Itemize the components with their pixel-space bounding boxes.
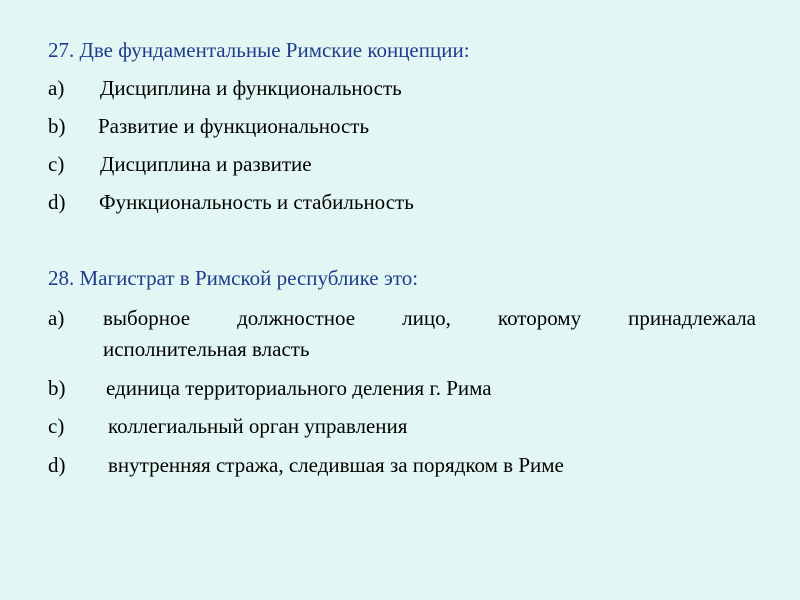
option-text: Развитие и функциональность: [98, 114, 370, 138]
option-marker: b): [48, 114, 66, 138]
question-28-option-c: [48, 414, 407, 438]
option-marker: d): [48, 453, 66, 477]
question-27-option-b: [48, 114, 369, 138]
option-marker: b): [48, 376, 66, 400]
question-28-option-a-marker: a): [48, 306, 65, 330]
question-28-option-d: [48, 453, 564, 477]
option-text: единица территориального деления г. Рима: [106, 376, 492, 400]
question-28-title: 28. Магистрат в Римской республике это:: [48, 266, 419, 290]
option-text: Дисциплина и развитие: [100, 152, 312, 176]
option-text: коллегиальный орган управления: [108, 414, 408, 438]
option-marker: a): [48, 76, 65, 100]
option-text: Дисциплина и функциональность: [100, 76, 402, 100]
question-27-option-d: [48, 190, 414, 214]
option-marker: c): [48, 414, 65, 438]
question-27-option-a: [48, 76, 402, 100]
question-28-option-a-text-line1: выборное должностное лицо, которому принадлежала: [103, 306, 756, 330]
question-28-option-b: [48, 376, 492, 400]
question-27-option-c: [48, 152, 312, 176]
option-marker: d): [48, 190, 66, 214]
option-marker: c): [48, 152, 65, 176]
option-text: Функциональность и стабильность: [99, 190, 414, 214]
option-text: внутренняя стража, следившая за порядком в Риме: [108, 453, 564, 477]
question-27-title: 27. Две фундаментальные Римские концепции:: [48, 38, 470, 62]
question-28-option-a-text-line2: исполнительная власть: [103, 337, 310, 361]
